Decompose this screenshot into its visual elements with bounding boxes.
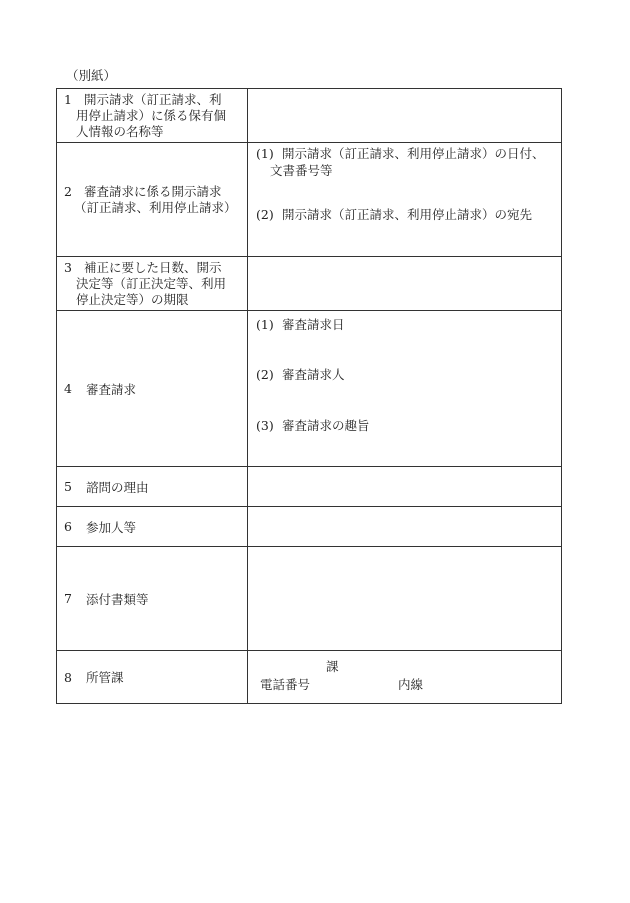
table-row-3: [57, 257, 562, 311]
row-1-label-line-1: 1 開示請求（訂正請求、利: [64, 92, 222, 107]
row-1-number: 1: [64, 92, 72, 107]
row-2-label-line-2: （訂正請求、利用停止請求）: [74, 199, 237, 215]
row-7-number: 7: [64, 591, 72, 606]
row-4-number: 4: [64, 381, 72, 396]
row-5-label: 5 諮問の理由: [64, 479, 149, 495]
row-2-item-1-continued: 文書番号等: [270, 163, 333, 178]
row-1-label-line-3: 人情報の名称等: [76, 124, 164, 139]
row-2-label-cell: [57, 143, 248, 257]
table-row-8: [57, 651, 562, 704]
table-row-2: [57, 143, 562, 257]
row-2-number: 2: [64, 183, 72, 199]
row-4-value-cell[interactable]: [248, 311, 562, 467]
row-8-value-cell[interactable]: [248, 651, 562, 704]
table-row-5: [57, 467, 562, 507]
table-row-7: [57, 547, 562, 651]
review-request-form-table: [56, 88, 562, 704]
row-3-number: 3: [64, 260, 72, 275]
row-3-label-line-2: 決定等（訂正決定等、利用: [76, 276, 227, 291]
row-4-item-3: (3) 審査請求の趣旨: [256, 418, 370, 433]
row-1-label-cell: [57, 89, 248, 143]
table-row-6: [57, 507, 562, 547]
phone-number-label: 電話番号: [260, 677, 311, 692]
appendix-label: （別紙）: [66, 68, 117, 83]
row-3-label-line-1: 3 補正に要した日数、開示: [64, 260, 222, 275]
extension-label: 内線: [398, 677, 424, 692]
row-6-label: 6 参加人等: [64, 519, 137, 535]
row-2-label-line-1: 2 審査請求に係る開示請求: [64, 183, 222, 199]
row-4-item-2: (2) 審査請求人: [256, 367, 345, 382]
row-2-item-2: (2) 開示請求（訂正請求、利用停止請求）の宛先: [256, 207, 533, 222]
row-1-label-line-2: 用停止請求）に係る保有個: [76, 108, 227, 123]
row-6-number: 6: [64, 519, 72, 534]
row-4-label-cell: [57, 311, 248, 467]
row-3-label-cell: [57, 257, 248, 311]
row-5-value-cell[interactable]: [248, 467, 562, 507]
row-5-label-cell: [57, 467, 248, 507]
row-8-label-cell: [57, 651, 248, 704]
row-5-number: 5: [64, 479, 72, 494]
row-7-value-cell[interactable]: [248, 547, 562, 651]
row-6-label-cell: [57, 507, 248, 547]
row-4-label: 4 審査請求: [64, 381, 137, 397]
table-row-4: [57, 311, 562, 467]
row-1-value-cell[interactable]: [248, 89, 562, 143]
row-6-value-cell[interactable]: [248, 507, 562, 547]
row-3-value-cell[interactable]: [248, 257, 562, 311]
department-suffix: 課: [326, 659, 339, 674]
row-2-item-1: (1) 開示請求（訂正請求、利用停止請求）の日付、: [256, 146, 545, 161]
row-3-label-line-3: 停止決定等）の期限: [76, 292, 189, 307]
row-4-item-1: (1) 審査請求日: [256, 317, 345, 332]
table-row-1: [57, 89, 562, 143]
row-2-value-cell[interactable]: [248, 143, 562, 257]
row-7-label: 7 添付書類等: [64, 591, 149, 607]
row-8-label: 8 所管課: [64, 669, 124, 685]
row-8-number: 8: [64, 669, 72, 685]
row-7-label-cell: [57, 547, 248, 651]
